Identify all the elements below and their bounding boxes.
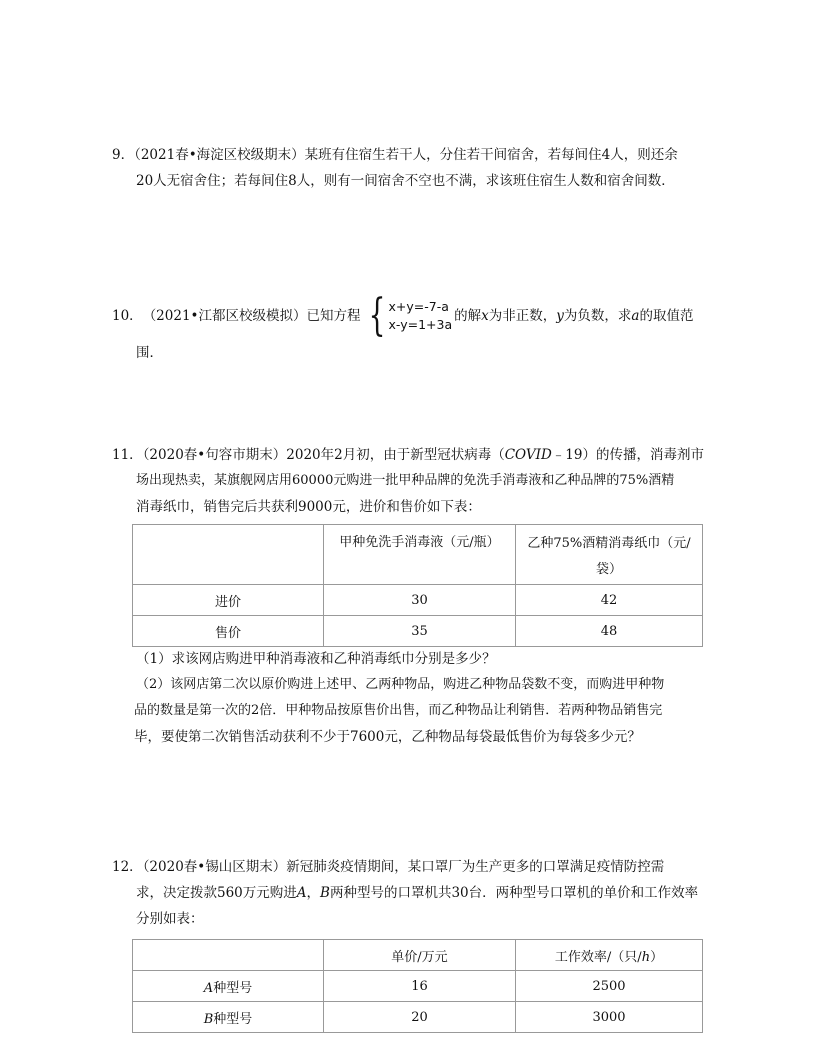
question-2-line-3: 毕，要使第二次销售活动获利不少于7600元，乙种物品每袋最低售价为每袋多少元？ [134, 729, 641, 745]
table-row [133, 1002, 703, 1033]
problem-text: 为负数，求 [563, 308, 632, 324]
problem-source: （2021•江都区校级模拟） [142, 308, 307, 324]
table-row [133, 616, 703, 647]
problem-text: 2020年2月初，由于新型冠状病毒（ [286, 447, 505, 463]
price-table [132, 524, 703, 647]
problem-11-questions [136, 646, 716, 750]
problem-text: 的取值范 [639, 308, 694, 324]
problem-text: 已知方程 [306, 308, 361, 324]
question-2-line-2: 品的数量是第一次的2倍．甲种物品按原售价出售，而乙种物品让利销售．若两种物品销售完 [134, 703, 663, 718]
var-a: a [631, 308, 640, 324]
equation-system [363, 290, 453, 341]
problem-11-line-2: 场出现热卖，某旗舰网店用60000元购进一批甲种品牌的免洗手消毒液和乙种品牌的75%酒精 [136, 473, 675, 488]
problem-text: 某班有住宿生若干人，分住若干间宿舍，若每间住4人，则还余 [304, 147, 678, 163]
var-A: A [296, 885, 307, 901]
table-header-cell: 单价/万元 [324, 940, 516, 971]
table-cell: 48 [516, 616, 703, 647]
problem-text: 新冠肺炎疫情期间，某口罩厂为生产更多的口罩满足疫情防控需 [286, 859, 665, 875]
unit-h: h [641, 949, 651, 965]
table-cell: 30 [324, 585, 516, 616]
table-cell: 42 [516, 585, 703, 616]
question-2-line-1: （2）该网店第二次以原价购进上述甲、乙两种物品，购进乙种物品袋数不变，而购进甲种物 [136, 677, 665, 692]
problem-11 [112, 442, 712, 520]
problem-12 [112, 854, 712, 932]
header-text: 工作效率/（只/ [554, 949, 642, 965]
problem-9-line-2: 20人无宿舍住；若每间住8人，则有一间宿舍不空也不满，求该班住宿生人数和宿舍间数． [136, 173, 675, 189]
var-y: y [556, 308, 564, 324]
table-row [133, 971, 703, 1002]
table-header-cell [516, 940, 703, 971]
var-A: A [203, 980, 214, 996]
problem-10-line-1 [112, 290, 712, 341]
equation-1: x+y=-7-a [388, 299, 449, 314]
table-cell: 35 [324, 616, 516, 647]
table-row-label [133, 971, 324, 1002]
problem-text: 两种型号的口罩机共30台．两种型号口罩机的单价和工作效率 [329, 885, 699, 901]
problem-text: ， [306, 885, 321, 901]
problem-11-line-3: 消毒纸巾，销售完后共获利9000元，进价和售价如下表： [136, 499, 481, 515]
var-x: x [481, 308, 489, 324]
machine-table [132, 939, 703, 1033]
table-cell: 20 [324, 1002, 516, 1033]
table-row-label: 售价 [133, 616, 324, 647]
problem-12-line-1 [112, 854, 712, 880]
problem-10-line-2: 围． [136, 345, 163, 361]
row-label-text: 种型号 [213, 980, 253, 996]
problem-number: 10． [112, 308, 143, 324]
table-row-label [133, 1002, 324, 1033]
problem-text: 为非正数， [488, 308, 557, 324]
problem-number: 11． [112, 447, 143, 463]
table-row-label: 进价 [133, 585, 324, 616]
table-cell: 2500 [516, 971, 703, 1002]
table-corner-cell [133, 525, 324, 585]
problem-9 [112, 142, 712, 194]
var-B: B [320, 885, 330, 901]
table-row [133, 585, 703, 616]
table-header-cell: 甲种免洗手消毒液（元/瓶） [324, 525, 516, 585]
table-cell: 3000 [516, 1002, 703, 1033]
left-brace: { [368, 290, 385, 341]
problem-source: （2020春•句容市期末） [142, 447, 287, 463]
table-header-cell: 乙种75%酒精消毒纸巾（元/袋） [516, 525, 703, 585]
problem-text: 求，决定拨款560万元购进 [136, 885, 297, 901]
row-label-text: 种型号 [213, 1011, 253, 1027]
problem-11-line-1 [112, 442, 712, 468]
problem-12-line-3: 分别如表： [136, 911, 204, 927]
problem-source: （2021春•海淀区校级期末） [134, 147, 305, 163]
var-B: B [203, 1011, 214, 1027]
table-cell: 16 [324, 971, 516, 1002]
header-text: ） [650, 949, 664, 965]
problem-number: 12． [112, 859, 143, 875]
problem-text: ﹣19）的传播，消毒剂市 [551, 447, 704, 463]
question-1: （1）求该网店购进甲种消毒液和乙种消毒纸巾分别是多少？ [136, 651, 496, 667]
problem-source: （2020春•锡山区期末） [142, 859, 287, 875]
covid-term: COVID [504, 447, 552, 463]
problem-12-line-2 [112, 880, 712, 906]
problem-9-line-1 [112, 142, 712, 168]
equation-2: x-y=1+3a [388, 317, 453, 332]
problem-text: 的解 [454, 308, 482, 324]
table-corner-cell [133, 940, 324, 971]
problem-number: 9． [112, 147, 135, 163]
problem-10 [112, 290, 712, 366]
